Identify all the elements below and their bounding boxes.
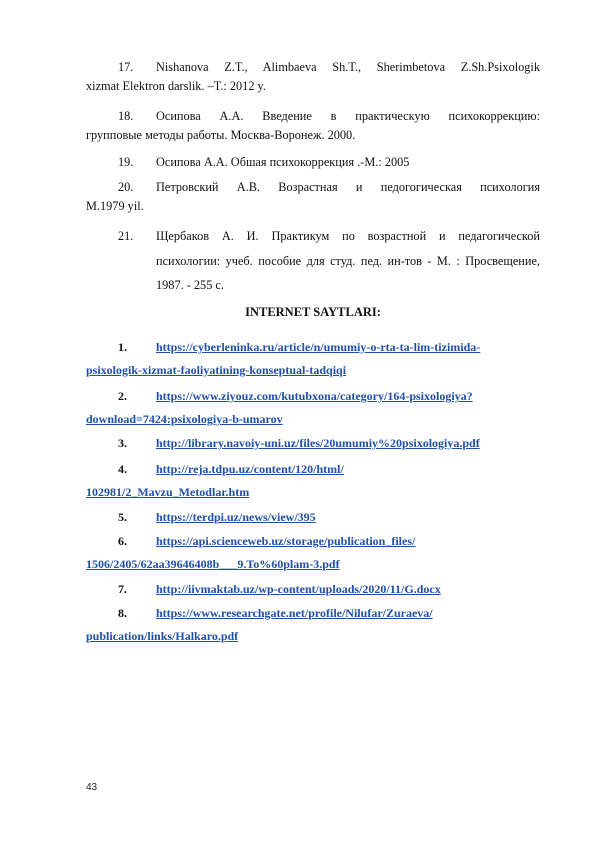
link-item (86, 602, 540, 648)
hyperlink[interactable]: https://terdpi.uz/news/view/395 (156, 510, 316, 524)
reference-text-continuation: психологии: учеб. пособие для студ. пед. ин-тов - М. : Просвещение, (156, 253, 540, 268)
link-item (86, 530, 540, 576)
link-number: 8. (118, 606, 127, 620)
reference-item (86, 58, 540, 95)
page-number: 43 (86, 782, 98, 793)
link-number: 3. (118, 436, 127, 450)
reference-item (86, 153, 540, 172)
reference-text-continuation: групповые методы работы. Москва-Воронеж. 2000. (86, 127, 356, 142)
reference-text: Щербаков А. И. Практикум по возрастной и педагогической (156, 229, 540, 243)
link-item (86, 458, 540, 504)
link-number: 5. (118, 510, 127, 524)
hyperlink[interactable]: https://api.scienceweb.uz/storage/publication_files/ (156, 534, 416, 548)
hyperlink-continuation[interactable]: psixologik-xizmat-faoliyatining-konseptual-tadqiqi (86, 363, 347, 377)
link-number: 7. (118, 582, 127, 596)
hyperlink[interactable]: https://www.researchgate.net/profile/Nilufar/Zuraeva/ (156, 606, 433, 620)
hyperlink[interactable]: https://www.ziyouz.com/kutubxona/category/164-psixologiya? (156, 389, 473, 403)
reference-text-continuation: М.1979 yil. (86, 198, 144, 213)
reference-text: Петровский А.В. Возрастная и педогогическая психология (156, 180, 540, 194)
link-number: 6. (118, 534, 127, 548)
reference-number: 17. (118, 60, 134, 74)
hyperlink[interactable]: http://iivmaktab.uz/wp-content/uploads/2020/11/G.docx (156, 582, 441, 596)
link-item (86, 578, 540, 601)
link-item (86, 336, 540, 382)
link-item (86, 385, 540, 431)
reference-number: 19. (118, 155, 134, 169)
link-number: 1. (118, 340, 127, 354)
reference-number: 20. (118, 180, 134, 194)
link-item (86, 432, 540, 455)
hyperlink-continuation[interactable]: download=7424:psixologiya-b-umarov (86, 412, 283, 426)
reference-item (86, 107, 540, 144)
reference-text: Осипова А.А. Введение в практическую психокоррекцию: (156, 109, 540, 123)
hyperlink[interactable]: http://library.navoiy-uni.uz/files/20umumiy%20psixologiya.pdf (156, 436, 480, 450)
reference-number: 18. (118, 109, 134, 123)
hyperlink[interactable]: http://reja.tdpu.uz/content/120/html/ (156, 462, 344, 476)
link-item (86, 506, 540, 529)
reference-text: Nishanova Z.T., Alimbaeva Sh.T., Sherimbetova Z.Sh.Psixologik (156, 60, 540, 74)
link-number: 4. (118, 462, 127, 476)
reference-item (86, 227, 540, 295)
reference-item (86, 178, 540, 215)
reference-text-continuation: 1987. - 255 с. (156, 278, 224, 292)
hyperlink-continuation[interactable]: publication/links/Halkaro.pdf (86, 629, 239, 643)
hyperlink-continuation[interactable]: 1506/2405/62aa39646408b___9.To%60plam-3.pdf (86, 557, 340, 571)
hyperlink[interactable]: https://cyberleninka.ru/article/n/umumiy-o-rta-ta-lim-tizimida- (156, 340, 481, 354)
section-heading: INTERNET SAYTLARI: (245, 305, 381, 319)
link-number: 2. (118, 389, 127, 403)
reference-number: 21. (118, 229, 134, 243)
hyperlink-continuation[interactable]: 102981/2_Mavzu_Metodlar.htm (86, 485, 250, 499)
reference-text-continuation: xizmat Elektron darslik. –T.: 2012 y. (86, 78, 266, 93)
reference-text: Осипова А.А. Обшая психокоррекция .-М.: 2005 (156, 155, 410, 169)
